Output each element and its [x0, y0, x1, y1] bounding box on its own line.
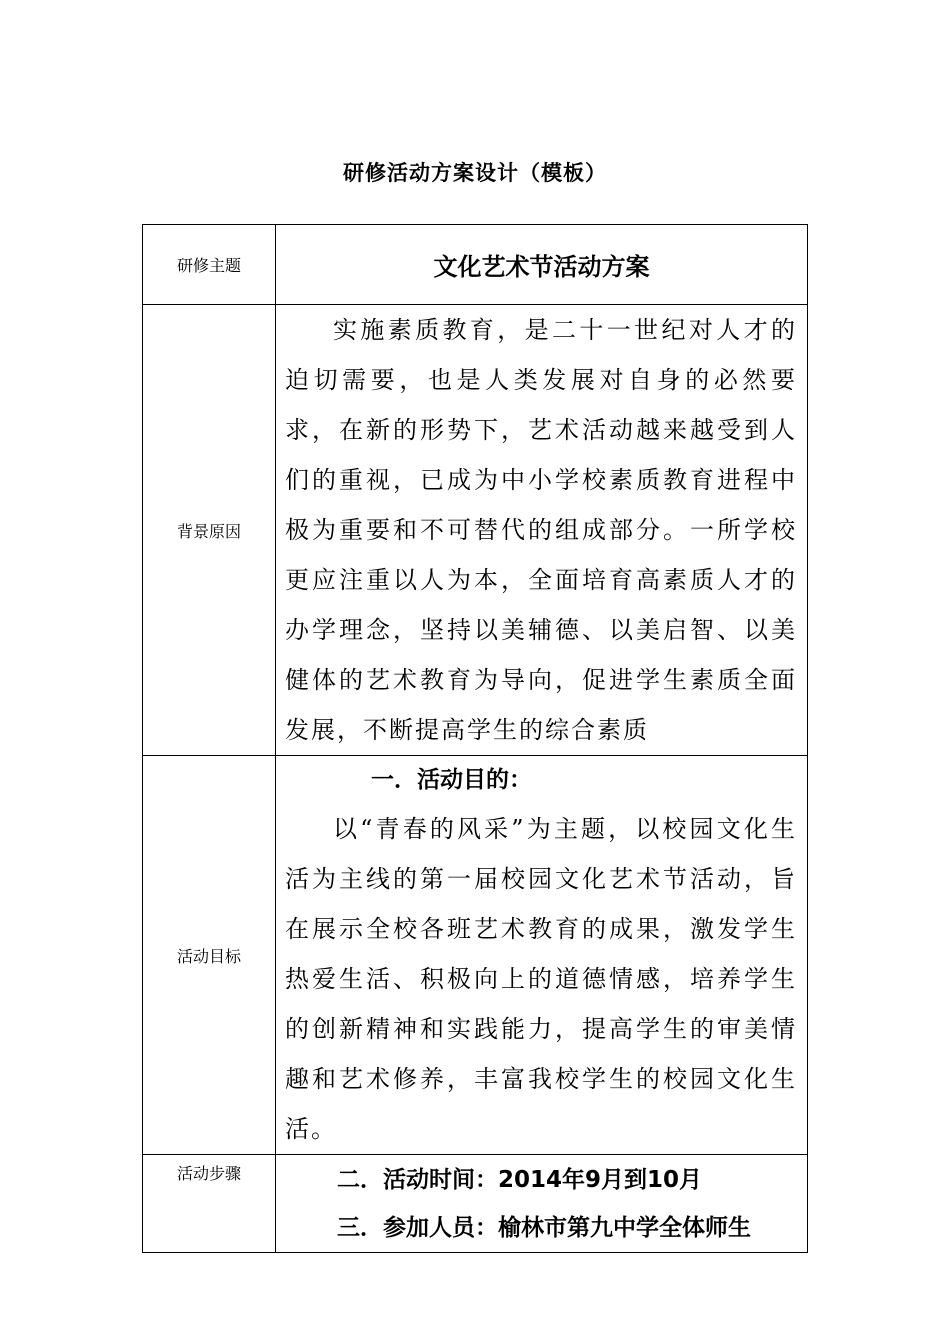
- goal-text: 以“青春的风采”为主题，以校园文化生活为主线的第一届校园文化艺术节活动，旨在展示全校各班艺术教育的成果，激发学生热爱生活、积极向上的道德情感，培养学生的创新精神和实践能力，提高学生的审美情趣和艺术修养，丰富我校学生的校园文化生活。: [285, 815, 797, 1143]
- document-title: 研修活动方案设计（模板）: [343, 160, 607, 185]
- goal-cell: [276, 756, 808, 1155]
- table-row-theme: [143, 225, 808, 305]
- participants: 三．参加人员：榆林市第九中学全体师生: [337, 1214, 751, 1241]
- label-steps: 活动步骤: [143, 1155, 276, 1253]
- goal-heading: 一．活动目的：: [371, 767, 532, 793]
- theme-value: 文化艺术节活动方案: [276, 225, 808, 305]
- background-cell: [276, 305, 808, 756]
- steps-cell: [276, 1155, 808, 1253]
- table-row-background: [143, 305, 808, 756]
- background-text: 实施素质教育，是二十一世纪对人才的迫切需要，也是人类发展对自身的必然要求，在新的形势下，艺术活动越来越受到人们的重视，已成为中小学校素质教育进程中极为重要和不可替代的组成部分。一所学校更应注重以人为本，全面培育高素质人才的办学理念，坚持以美辅德、以美启智、以美健体的艺术教育为导向，促进学生素质全面发展，不断提高学生的综合素质: [285, 316, 797, 744]
- table-row-goal: [143, 756, 808, 1155]
- label-background: 背景原因: [143, 305, 276, 756]
- activity-time: 二．活动时间：2014年9月到10月: [337, 1166, 703, 1193]
- label-goal: 活动目标: [143, 756, 276, 1155]
- plan-table: [142, 224, 808, 1253]
- label-theme: 研修主题: [143, 225, 276, 305]
- table-row-steps: [143, 1155, 808, 1253]
